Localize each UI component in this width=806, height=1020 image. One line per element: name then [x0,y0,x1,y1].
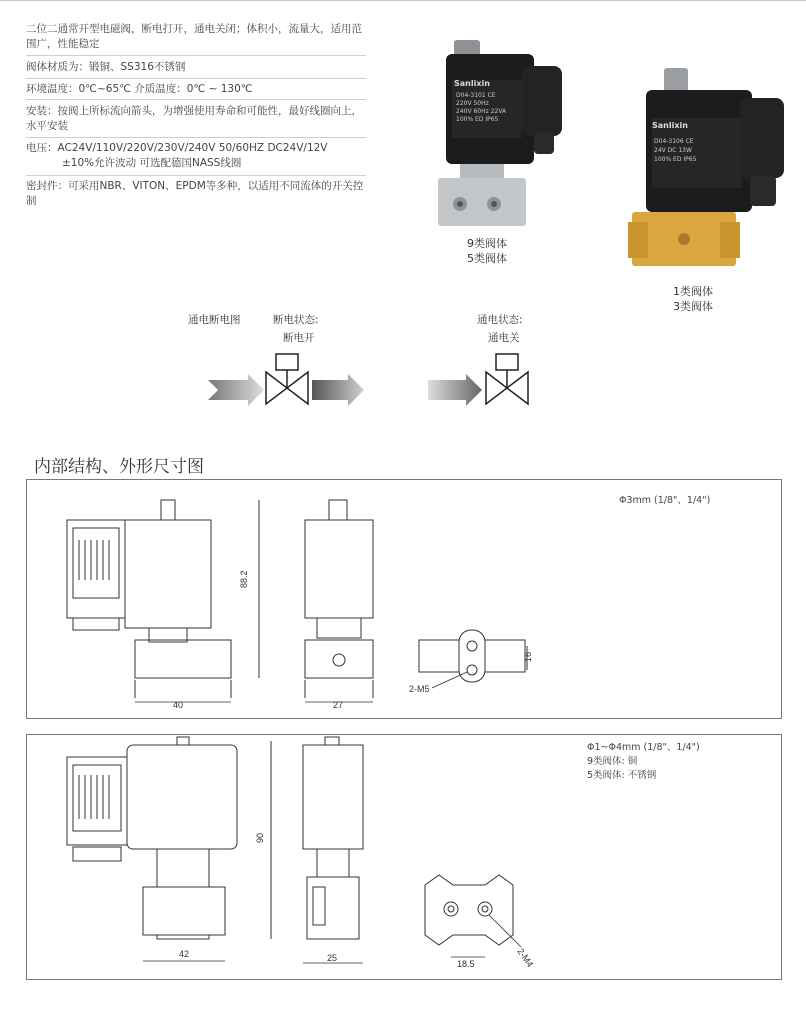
coil-label-right: D04-3106 CE 24V DC 13W 100% ED IP65 [654,138,697,163]
spec-divider [26,175,366,176]
caption-right: 1类阀体 3类阀体 [673,285,713,313]
panel2-dim-width-front: 42 [179,949,190,959]
brand-logo-right: Sanlixin [652,121,688,130]
spec-divider [26,137,366,138]
panel2-dim-port-spacing: 18.5 [457,959,475,969]
drawing-panel-1 [26,479,782,719]
panel1-drawings [27,480,781,718]
spec-divider [26,78,366,79]
panel2-drawings [27,735,781,979]
spec-seals: 密封件：可采用NBR、VITON、EPDM等多种，以适用不同流体的开关控制 [26,180,364,207]
coil-label-left: D04-3101 CE 220V 50Hz 240V 60Hz 22VA 100% ED IP65 [456,92,507,123]
caption-left: 9类阀体 5类阀体 [467,237,507,265]
product-valve-stainless [430,36,570,236]
spec-voltage: 电压：AC24V/110V/220V/230V/240V 50/60HZ DC24V/12V [26,142,328,154]
spec-divider [26,99,366,100]
on-state-value: 通电关 [488,332,520,344]
panel2-dim-port: 2-M4 [515,946,536,969]
spec-material: 阀体材质为：锻铜、SS316不锈钢 [26,61,186,73]
on-state-label: 通电状态: [477,314,523,326]
panel2-dim-height: 90 [255,832,265,843]
spec-voltage-tolerance: ±10%允许波动 可选配德国NASS线圈 [62,157,242,169]
panel1-dim-port: 2-M5 [409,684,430,694]
panel1-dim-port-spacing: 16 [523,651,533,662]
panel1-dim-width-side: 27 [333,700,344,710]
panel2-notes: Φ1~Φ4mm (1/8"、1/4") 9类阀体: 铜 5类阀体: 不锈钢 [587,742,700,781]
top-rule [0,0,806,1]
panel2-dim-width-side: 25 [327,953,338,963]
panel1-dim-width-front: 40 [173,700,184,710]
off-state-label: 断电状态: [273,314,319,326]
spec-install: 安装：按阀上所标流向箭头，为增强使用寿命和可能性，最好线圈向上，水平安装 [26,105,362,132]
panel1-dim-height: 88.2 [239,570,249,588]
off-state-value: 断电开 [283,332,315,344]
brand-logo-left: Sanlixin [454,79,490,88]
product-valve-brass [628,68,798,278]
drawing-panel-2 [26,734,782,980]
section-title: 内部结构、外形尺寸图 [34,457,204,477]
spec-temperature: 环境温度：0℃~65℃ 介质温度：0℃ ~ 130℃ [26,83,253,95]
spec-divider [26,55,366,56]
panel1-note: Φ3mm (1/8"、1/4") [619,495,711,506]
spec-type: 二位二通常开型电磁阀，断电打开，通电关闭；体积小，流量大，适用范围广，性能稳定 [26,23,362,50]
schematic-title: 通电断电图 [188,314,241,326]
valve-symbol-on [482,352,532,414]
valve-symbol-off [262,352,312,414]
